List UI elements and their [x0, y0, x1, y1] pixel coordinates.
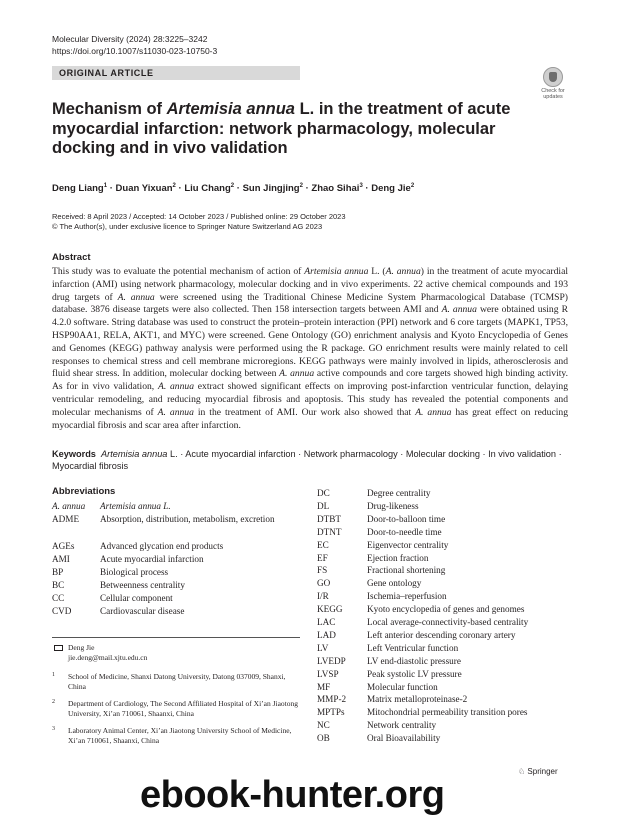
check-for-updates-icon — [543, 67, 563, 87]
abbreviation-term: A. annua — [52, 501, 86, 511]
affiliation-text: Department of Cardiology, The Second Affiliated Hospital of Xi’an Jiaotong University, Xi’an 710061, Shaanxi, China — [68, 699, 299, 718]
abbreviation-definition: Gene ontology — [367, 578, 422, 589]
doi-link[interactable]: https://doi.org/10.1007/s11030-023-10750-3 — [52, 46, 218, 56]
footnote-divider — [52, 637, 300, 638]
abbreviation-term: LAC — [317, 617, 336, 627]
abbreviation-definition: LV end-diastolic pressure — [367, 655, 461, 666]
abbreviation-definition: Betweenness centrality — [100, 580, 185, 590]
abbreviation-term: DL — [317, 500, 330, 511]
history-dates: Received: 8 April 2023 / Accepted: 14 October 2023 / Published online: 29 October 2023 — [52, 212, 346, 221]
journal-citation: Molecular Diversity (2024) 28:3225–3242 — [52, 34, 208, 44]
abbreviation-term: LAD — [317, 629, 336, 640]
abbreviation-definition: Advanced glycation end products — [100, 541, 224, 551]
abbreviation-term: EF — [317, 552, 328, 563]
watermark: ebook-hunter.org — [140, 774, 445, 816]
abbreviation-definition: Left anterior descending coronary artery — [367, 629, 516, 640]
abbreviation-definition: Mitochondrial permeability transition pores — [367, 707, 528, 718]
corresponding-author — [52, 643, 147, 663]
publisher-logo: ♘ Springer — [518, 767, 558, 776]
keywords-label: Keywords — [52, 449, 96, 459]
abbreviation-term: CVD — [52, 606, 72, 616]
abbreviation-definition: Degree centrality — [367, 488, 431, 498]
abbreviation-definition: Drug-likeness — [367, 500, 419, 511]
abbreviation-term: LVEDP — [317, 655, 346, 666]
author[interactable]: Duan Yixuan$^2$ — [115, 183, 176, 195]
abbreviation-definition: Eigenvector centrality — [367, 539, 449, 550]
abbreviation-definition: Molecular function — [367, 681, 438, 692]
author-list: Deng Liang$^1$ · Duan Yixuan$^2$ · Liu Chang$^2$ · Sun Jingjing$^2$ · Zhao Sihai$^3$ · Deng Jie$^2$ — [52, 183, 415, 195]
abbreviation-definition: Matrix metalloproteinase-2 — [367, 694, 468, 705]
abbreviation-definition: Network centrality — [367, 720, 437, 731]
keywords: Keywords Artemisia annua L. · Acute myocardial infarction · Network pharmacology · Molecular docking · In vivo validation · Myocardial fibrosis — [52, 449, 562, 472]
abbreviation-term: OB — [317, 733, 330, 744]
abbreviation-definition: Peak systolic LV pressure — [367, 668, 462, 679]
affiliation-text: Laboratory Animal Center, Xi’an Jiaotong University School of Medicine, Xi’an 710061, Shaanxi, China — [68, 726, 292, 745]
abbreviation-definition: Artemisia annua L. — [100, 501, 171, 511]
abbreviation-term: NC — [317, 720, 330, 731]
article-type-label: ORIGINAL ARTICLE — [59, 68, 154, 78]
author[interactable]: Sun Jingjing$^2$ — [242, 183, 303, 195]
abbreviation-term: BP — [52, 567, 64, 577]
abbreviation-definition: Left Ventricular function — [367, 642, 459, 653]
copyright-line: © The Author(s), under exclusive licence to Springer Nature Switzerland AG 2023 — [52, 222, 323, 231]
abbreviation-term: LV — [317, 642, 329, 653]
abbreviation-term: FS — [317, 565, 328, 576]
abbreviation-term: CC — [52, 593, 65, 603]
contact-email[interactable]: jie.deng@mail.xjtu.edu.cn — [68, 653, 148, 662]
affiliation-number: 3 — [52, 726, 55, 732]
publication-dates — [52, 212, 346, 232]
abbreviation-definition: Door-to-balloon time — [367, 513, 446, 524]
abbreviations-heading: Abbreviations — [52, 486, 116, 497]
abbreviation-definition: Fractional shortening — [367, 565, 446, 576]
abstract-heading: Abstract — [52, 252, 91, 263]
check-for-updates-button[interactable] — [538, 67, 568, 101]
abbreviation-definition: Cellular component — [100, 593, 173, 603]
abbreviation-term: ADME — [52, 514, 80, 524]
abbreviation-definition: Ischemia–reperfusion — [367, 591, 447, 602]
abstract-body: This study was to evaluate the potential mechanism of action of Artemisia annua L. (A. annua) in the treatment of acute myocardial infarction (AMI) using network pharmacology, molecular docking and in vivo experiments. 22 active chemical compounds and 193 drug targets of A. annua were screened using the Traditional Chinese Medicine System Pharmacological Database (TCMSP) database. 3876 disease targets were also collected. Then 158 intersection targets between AMI and A. annua were obtained using R 4.2.0 software. String database was used to construct the protein–protein interaction (PPI) network and 6 core targets (MAPK1, TP53, HSP90AA1, RELA, AKT1, and MYC) were screened. Gene Ontology (GO) enrichment analysis and Kyoto Encyclopedia of Genes and Genomes (KEGG) pathway analysis were performed using the R package. GO enrichment results were mainly related to cell responses to chemical stress and cell membrane microregions. KEGG pathways were mainly involved in lipids, atherosclerosis and fluid shear stress. In addition, molecular docking between A. annua active compounds and core targets showed high binding activity. As for in vivo validation, A. annua extract showed significant effects on improving post-infarction ventricular function, delaying ventricular remodeling, and reducing myocardial fibrosis and apoptosis. This study has revealed the potential components and molecular mechanisms of A. annua in the treatment of AMI. Our work also showed that A. annua has great effect on reducing myocardial fibrosis and scar area after infarction. — [52, 266, 568, 431]
abbreviation-definition: Ejection fraction — [367, 552, 429, 563]
check-for-updates-label: Check for updates — [541, 88, 565, 100]
abbreviation-definition: Local average-connectivity-based centrality — [367, 617, 529, 627]
abbreviation-term: AGEs — [52, 541, 75, 551]
abbreviation-term: DTBT — [317, 513, 341, 524]
abbreviation-term: MMP-2 — [317, 694, 347, 705]
abbreviation-definition: Door-to-needle time — [367, 526, 442, 537]
abbreviation-term: I/R — [317, 591, 329, 602]
abbreviation-definition: Cardiovascular disease — [100, 606, 185, 616]
abbreviation-definition: Oral Bioavailability — [367, 733, 441, 744]
affiliation-text: School of Medicine, Shanxi Datong University, Datong 037009, Shanxi, China — [68, 672, 286, 691]
abbreviation-term: EC — [317, 539, 329, 550]
abbreviation-definition: Biological process — [100, 567, 169, 577]
abbreviation-definition: Acute myocardial infarction — [100, 554, 204, 564]
contact-name: Deng Jie — [68, 643, 95, 652]
article-title: Mechanism of Artemisia annua L. in the treatment of acute myocardial infarction: network pharmacology, molecular docking and in vivo validation — [52, 100, 511, 157]
abbreviation-term: GO — [317, 578, 331, 589]
author[interactable]: Liu Chang$^2$ — [184, 183, 235, 195]
article-type-badge — [52, 66, 300, 80]
affiliation-number: 2 — [52, 699, 55, 705]
affiliation-number: 1 — [52, 672, 55, 678]
abbreviation-definition: Absorption, distribution, metabolism, excretion — [100, 514, 275, 524]
author[interactable]: Deng Jie$^2$ — [371, 183, 415, 195]
abbreviation-term: DC — [317, 488, 330, 498]
abbreviation-term: AMI — [52, 554, 70, 564]
abbreviation-term: MPTPs — [317, 707, 345, 718]
abbreviation-term: BC — [52, 580, 65, 590]
abbreviation-term: LVSP — [317, 668, 339, 679]
abbreviation-term: KEGG — [317, 604, 343, 615]
abbreviation-term: DTNT — [317, 526, 342, 537]
abbreviation-term: MF — [317, 681, 331, 692]
author[interactable]: Zhao Sihai$^3$ — [311, 183, 363, 195]
abbreviation-definition: Kyoto encyclopedia of genes and genomes — [367, 604, 525, 615]
journal-header — [52, 33, 217, 57]
envelope-icon — [54, 645, 63, 651]
author[interactable]: Deng Liang$^1$ — [52, 183, 108, 195]
